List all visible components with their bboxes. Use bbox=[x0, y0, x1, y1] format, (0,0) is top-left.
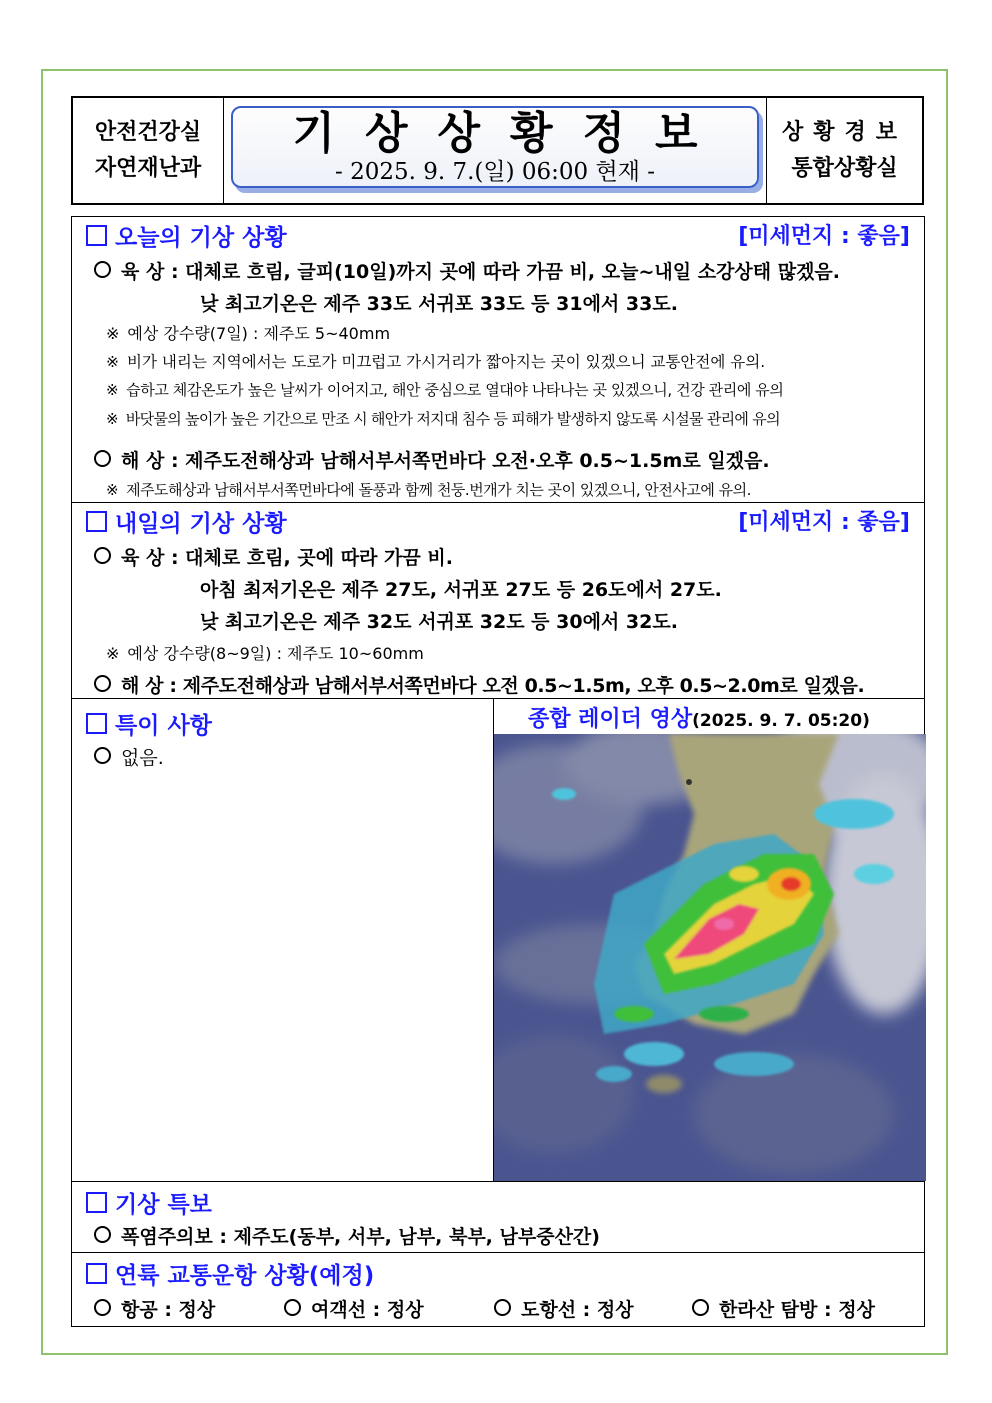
checkbox-icon bbox=[86, 713, 107, 734]
tomorrow-land-line3: 낮 최고기온은 제주 32도 서귀포 32도 등 30에서 32도. bbox=[200, 611, 678, 633]
warning-title: 기상 특보 bbox=[86, 1186, 212, 1219]
today-land-line1: 육 상 : 대체로 흐림, 글피(10일)까지 곳에 따라 가끔 비, 오늘~내일 소강상태 많겠음. bbox=[94, 257, 840, 284]
checkbox-icon bbox=[86, 1263, 107, 1284]
radar-time: (2025. 9. 7. 05:20) bbox=[692, 711, 870, 731]
document-date: - 2025. 9. 7.(일) 06:00 현재 - bbox=[334, 159, 656, 185]
circle-bullet-icon bbox=[284, 1299, 301, 1316]
radar-image bbox=[494, 734, 926, 1181]
today-land-line2: 낮 최고기온은 제주 33도 서귀포 33도 등 31에서 33도. bbox=[200, 293, 678, 315]
tomorrow-section bbox=[71, 502, 925, 699]
today-section bbox=[71, 216, 925, 503]
circle-bullet-icon bbox=[94, 261, 111, 278]
issuer-left-line1: 안전건강실 bbox=[94, 119, 202, 145]
radar-title: 종합 레이더 영상(2025. 9. 7. 05:20) bbox=[528, 707, 870, 732]
checkbox-icon bbox=[86, 225, 107, 246]
issuer-left bbox=[73, 98, 224, 203]
tomorrow-sea-line: 해 상 : 제주도전해상과 남해서부서쪽먼바다 오전 0.5~1.5m, 오후 0.5~2.0m로 일겠음. bbox=[94, 671, 864, 698]
checkbox-icon bbox=[86, 1192, 107, 1213]
transport-title: 연륙 교통운항 상황(예정) bbox=[86, 1257, 374, 1290]
title-box bbox=[231, 106, 759, 188]
special-title: 특이 사항 bbox=[86, 707, 212, 740]
today-dust: [미세먼지 : 좋음] bbox=[738, 224, 910, 249]
today-sea-note: ※ 제주도해상과 남해서부서쪽먼바다에 돌풍과 함께 천둥.번개가 치는 곳이 있겠으니, 안전사고에 유의. bbox=[106, 481, 751, 499]
issuer-right-line1: 상황경보 bbox=[781, 119, 907, 145]
transport-island-ferry: 도항선 : 정상 bbox=[494, 1295, 634, 1322]
tomorrow-note: ※ 예상 강수량(8~9일) : 제주도 10~60mm bbox=[106, 644, 424, 663]
circle-bullet-icon bbox=[94, 450, 111, 467]
tomorrow-dust: [미세먼지 : 좋음] bbox=[738, 510, 910, 535]
today-note-3: ※ 습하고 체감온도가 높은 날씨가 이어지고, 해안 중심으로 열대야 나타나는 곳 있겠으니, 건강 관리에 유의 bbox=[106, 381, 784, 399]
document-title: 기상상황정보 bbox=[292, 108, 728, 159]
circle-bullet-icon bbox=[94, 547, 111, 564]
transport-ferry: 여객선 : 정상 bbox=[284, 1295, 424, 1322]
today-note-4: ※ 바닷물의 높이가 높은 기간으로 만조 시 해안가 저지대 침수 등 피해가 발생하지 않도록 시설물 관리에 유의 bbox=[106, 410, 780, 428]
special-item: 없음. bbox=[94, 743, 164, 770]
circle-bullet-icon bbox=[494, 1299, 511, 1316]
circle-bullet-icon bbox=[94, 1226, 111, 1243]
today-sea-line: 해 상 : 제주도전해상과 남해서부서쪽먼바다 오전·오후 0.5~1.5m로 일겠음. bbox=[94, 446, 770, 473]
checkbox-icon bbox=[86, 511, 107, 532]
transport-air: 항공 : 정상 bbox=[94, 1295, 215, 1322]
today-note-2: ※ 비가 내리는 지역에서는 도로가 미끄럽고 가시거리가 짧아지는 곳이 있겠으니 교통안전에 유의. bbox=[106, 353, 766, 371]
transport-section bbox=[71, 1252, 925, 1327]
issuer-right bbox=[766, 98, 922, 203]
radar-panel bbox=[493, 698, 926, 1182]
document-header bbox=[71, 96, 924, 205]
circle-bullet-icon bbox=[94, 1299, 111, 1316]
warning-section bbox=[71, 1181, 925, 1253]
circle-bullet-icon bbox=[94, 747, 111, 764]
circle-bullet-icon bbox=[94, 675, 111, 692]
tomorrow-title: 내일의 기상 상황 bbox=[86, 505, 287, 538]
today-note-1: ※ 예상 강수량(7일) : 제주도 5~40mm bbox=[106, 324, 391, 343]
tomorrow-land-line1: 육 상 : 대체로 흐림, 곳에 따라 가끔 비. bbox=[94, 543, 453, 570]
circle-bullet-icon bbox=[692, 1299, 709, 1316]
issuer-right-line2: 통합상황실 bbox=[791, 155, 898, 181]
tomorrow-land-line2: 아침 최저기온은 제주 27도, 서귀포 27도 등 26도에서 27도. bbox=[200, 579, 722, 601]
transport-hallasan: 한라산 탐방 : 정상 bbox=[692, 1295, 875, 1322]
issuer-left-line2: 자연재난과 bbox=[94, 155, 202, 181]
warning-item: 폭염주의보 : 제주도(동부, 서부, 남부, 북부, 남부중산간) bbox=[94, 1222, 600, 1249]
today-title: 오늘의 기상 상황 bbox=[86, 219, 287, 252]
